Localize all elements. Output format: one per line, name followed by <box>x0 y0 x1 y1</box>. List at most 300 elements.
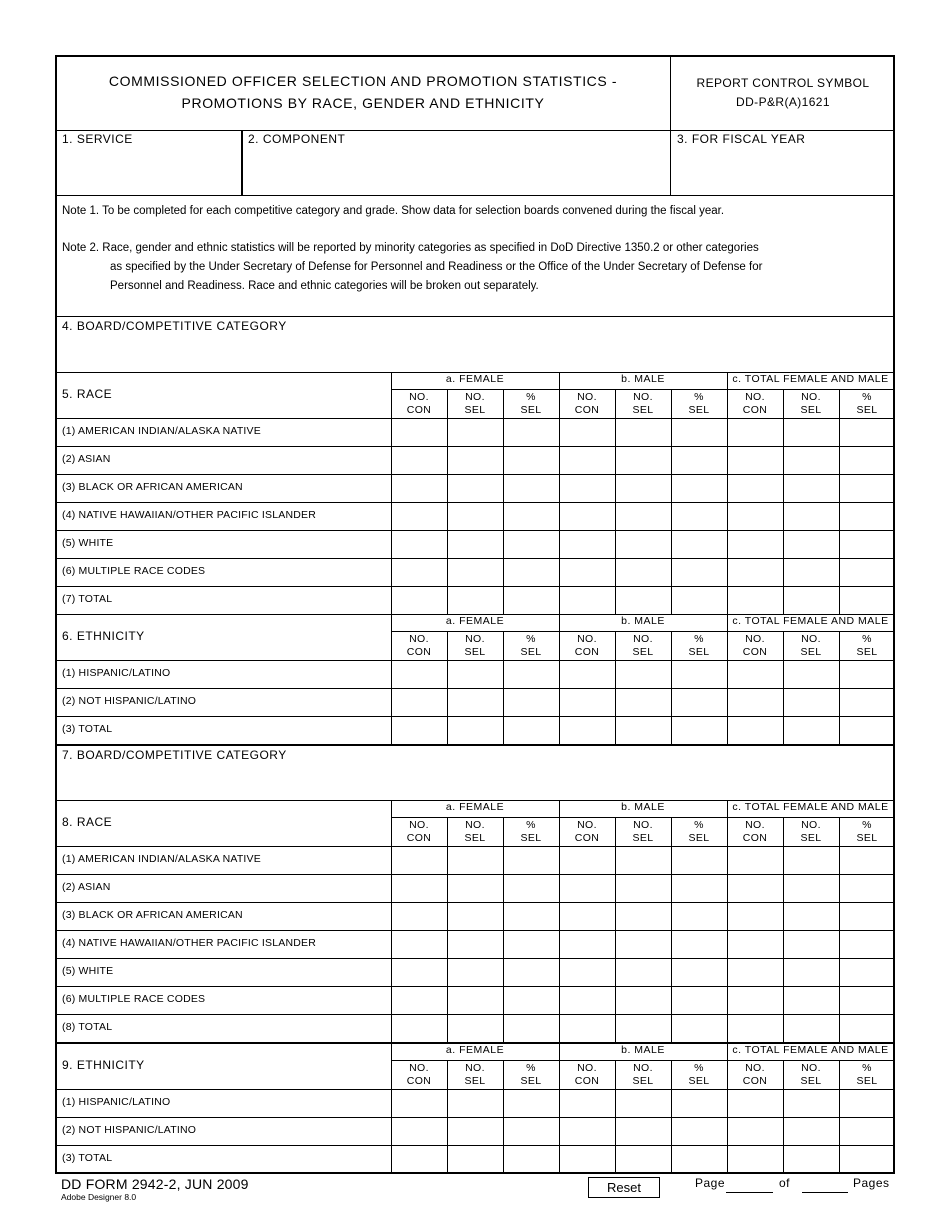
s6-data-cell[interactable] <box>784 717 839 744</box>
subheader-bottom: SEL <box>520 831 542 844</box>
s5-data-cell[interactable] <box>448 475 503 502</box>
page-total-field[interactable] <box>802 1192 848 1193</box>
s8-row-label: (1) AMERICAN INDIAN/ALASKA NATIVE <box>62 853 261 865</box>
s5-data-cell[interactable] <box>504 587 559 614</box>
subheader-top: % <box>862 819 872 831</box>
s8-data-cell[interactable] <box>672 875 727 902</box>
s6-data-cell[interactable] <box>616 661 671 688</box>
page-number-field[interactable] <box>726 1192 773 1193</box>
s5-data-cell[interactable] <box>448 559 503 586</box>
subheader-top: % <box>862 1062 872 1074</box>
s5-data-cell[interactable] <box>448 503 503 530</box>
subheader-top: NO. <box>577 819 597 831</box>
subheader-bottom: SEL <box>632 403 654 416</box>
subheader-bottom: CON <box>406 831 432 844</box>
s8-data-cell[interactable] <box>840 931 894 958</box>
s7-board-category-field[interactable] <box>58 765 892 798</box>
s8-subheader <box>783 819 839 844</box>
s5-data-cell[interactable] <box>560 531 615 558</box>
s9-data-cell[interactable] <box>616 1118 671 1145</box>
s8-data-cell[interactable] <box>504 847 559 874</box>
s6-data-cell[interactable] <box>728 661 783 688</box>
s8-data-cell[interactable] <box>504 931 559 958</box>
s5-data-cell[interactable] <box>392 531 447 558</box>
s9-group-1: b. MALE <box>621 1044 665 1056</box>
s5-data-cell[interactable] <box>560 447 615 474</box>
subheader-bottom: SEL <box>688 1074 710 1087</box>
service-field[interactable] <box>57 150 241 194</box>
s9-data-cell[interactable] <box>784 1118 839 1145</box>
header-divider <box>670 56 671 196</box>
s6-data-cell[interactable] <box>840 689 894 716</box>
s8-row-label: (3) BLACK OR AFRICAN AMERICAN <box>62 909 243 921</box>
subheader-bottom: SEL <box>632 1074 654 1087</box>
s8-data-cell[interactable] <box>728 987 783 1014</box>
s8-data-cell[interactable] <box>560 959 615 986</box>
s8-subheader <box>839 819 895 844</box>
s8-data-cell[interactable] <box>448 903 503 930</box>
s5-subheader <box>391 391 447 416</box>
s6-data-cell[interactable] <box>728 717 783 744</box>
s5-data-cell[interactable] <box>392 587 447 614</box>
subheader-top: % <box>694 391 704 403</box>
s8-data-cell[interactable] <box>560 1015 615 1042</box>
s8-data-cell[interactable] <box>784 1015 839 1042</box>
s6-data-cell[interactable] <box>840 661 894 688</box>
s5-data-cell[interactable] <box>728 531 783 558</box>
s5-data-cell[interactable] <box>784 503 839 530</box>
s5-data-cell[interactable] <box>672 559 727 586</box>
s9-subheader <box>839 1062 895 1087</box>
s6-data-cell[interactable] <box>672 717 727 744</box>
s8-data-cell[interactable] <box>448 931 503 958</box>
subheader-top: NO. <box>633 391 653 403</box>
s5-data-cell[interactable] <box>840 559 894 586</box>
subheader-top: NO. <box>577 1062 597 1074</box>
s5-data-cell[interactable] <box>448 531 503 558</box>
s5-data-cell[interactable] <box>840 587 894 614</box>
s5-data-cell[interactable] <box>448 587 503 614</box>
s5-data-cell[interactable] <box>504 559 559 586</box>
s5-data-cell[interactable] <box>784 475 839 502</box>
s8-data-cell[interactable] <box>728 903 783 930</box>
s5-group-rule <box>391 389 894 390</box>
s8-data-cell[interactable] <box>672 959 727 986</box>
s9-data-cell[interactable] <box>560 1146 615 1173</box>
subheader-top: % <box>526 819 536 831</box>
subheader-top: % <box>862 633 872 645</box>
s9-data-cell[interactable] <box>840 1118 894 1145</box>
s5-group-0: a. FEMALE <box>445 373 505 385</box>
s8-group-2: c. TOTAL FEMALE AND MALE <box>732 801 889 813</box>
s5-row-label: (3) BLACK OR AFRICAN AMERICAN <box>62 481 243 493</box>
s6-data-cell[interactable] <box>784 661 839 688</box>
s8-data-cell[interactable] <box>672 931 727 958</box>
s6-data-cell[interactable] <box>672 661 727 688</box>
subheader-bottom: SEL <box>464 831 486 844</box>
s9-group-2: c. TOTAL FEMALE AND MALE <box>732 1044 889 1056</box>
s5-data-cell[interactable] <box>616 559 671 586</box>
s7-label: 7. BOARD/COMPETITIVE CATEGORY <box>62 748 287 762</box>
s5-group-2: c. TOTAL FEMALE AND MALE <box>732 373 889 385</box>
s6-data-cell[interactable] <box>504 661 559 688</box>
s4-label: 4. BOARD/COMPETITIVE CATEGORY <box>62 319 287 333</box>
s5-row-label: (5) WHITE <box>62 537 114 549</box>
s9-data-cell[interactable] <box>560 1118 615 1145</box>
s8-subheader <box>615 819 671 844</box>
s9-subheader <box>447 1062 503 1087</box>
s5-data-cell[interactable] <box>728 419 783 446</box>
s9-data-cell[interactable] <box>392 1146 447 1173</box>
s9-data-cell[interactable] <box>672 1090 727 1117</box>
s8-data-cell[interactable] <box>616 847 671 874</box>
s6-data-cell[interactable] <box>448 717 503 744</box>
s8-group-0: a. FEMALE <box>445 801 505 813</box>
s5-row-label: (7) TOTAL <box>62 593 113 605</box>
reset-button[interactable]: Reset <box>588 1177 660 1198</box>
subheader-bottom: SEL <box>688 403 710 416</box>
subheader-top: NO. <box>745 1062 765 1074</box>
s8-data-cell[interactable] <box>616 931 671 958</box>
s9-data-cell[interactable] <box>448 1146 503 1173</box>
s5-data-cell[interactable] <box>504 503 559 530</box>
s5-data-cell[interactable] <box>728 587 783 614</box>
s6-row-label: (1) HISPANIC/LATINO <box>62 667 171 679</box>
s5-subheader <box>503 391 559 416</box>
s8-data-cell[interactable] <box>672 903 727 930</box>
fiscal-year-label: 3. FOR FISCAL YEAR <box>677 132 806 146</box>
s6-data-cell[interactable] <box>840 717 894 744</box>
s9-data-cell[interactable] <box>728 1118 783 1145</box>
s9-data-cell[interactable] <box>392 1090 447 1117</box>
s5-data-cell[interactable] <box>448 419 503 446</box>
s8-data-cell[interactable] <box>728 847 783 874</box>
s8-data-cell[interactable] <box>392 903 447 930</box>
s8-label: 8. RACE <box>62 815 113 829</box>
s8-data-cell[interactable] <box>560 931 615 958</box>
subheader-top: NO. <box>409 819 429 831</box>
s8-data-cell[interactable] <box>784 931 839 958</box>
s8-data-cell[interactable] <box>448 959 503 986</box>
s8-data-cell[interactable] <box>392 847 447 874</box>
s9-data-cell[interactable] <box>728 1090 783 1117</box>
of-label: of <box>779 1176 791 1190</box>
s8-data-cell[interactable] <box>560 875 615 902</box>
s8-group-1: b. MALE <box>621 801 665 813</box>
s8-data-cell[interactable] <box>448 847 503 874</box>
s5-data-cell[interactable] <box>784 587 839 614</box>
s8-row-label: (4) NATIVE HAWAIIAN/OTHER PACIFIC ISLANDER <box>62 937 317 949</box>
s8-data-cell[interactable] <box>448 1015 503 1042</box>
subheader-top: NO. <box>465 633 485 645</box>
s9-group-rule <box>391 1060 894 1061</box>
s8-data-cell[interactable] <box>392 959 447 986</box>
subheader-bottom: CON <box>574 831 600 844</box>
subheader-bottom: SEL <box>632 831 654 844</box>
s6-data-cell[interactable] <box>616 689 671 716</box>
s6-data-cell[interactable] <box>560 661 615 688</box>
s6-data-cell[interactable] <box>448 689 503 716</box>
s6-data-cell[interactable] <box>392 661 447 688</box>
subheader-bottom: SEL <box>800 831 822 844</box>
s5-data-cell[interactable] <box>840 531 894 558</box>
subheader-bottom: CON <box>574 645 600 658</box>
s8-group-rule <box>391 817 894 818</box>
s8-data-cell[interactable] <box>616 903 671 930</box>
s6-data-cell[interactable] <box>616 717 671 744</box>
s8-data-cell[interactable] <box>392 931 447 958</box>
s9-data-cell[interactable] <box>784 1146 839 1173</box>
subheader-top: NO. <box>801 633 821 645</box>
s5-data-cell[interactable] <box>504 475 559 502</box>
s9-data-cell[interactable] <box>616 1090 671 1117</box>
s8-data-cell[interactable] <box>672 847 727 874</box>
s8-data-cell[interactable] <box>728 1015 783 1042</box>
s5-data-cell[interactable] <box>840 447 894 474</box>
component-field[interactable] <box>244 150 669 194</box>
s8-data-cell[interactable] <box>728 875 783 902</box>
s6-subheader <box>615 633 671 658</box>
s9-subheader <box>615 1062 671 1087</box>
s5-data-cell[interactable] <box>504 531 559 558</box>
s6-subheader <box>783 633 839 658</box>
subheader-bottom: CON <box>574 1074 600 1087</box>
s9-data-cell[interactable] <box>448 1118 503 1145</box>
s9-subheader <box>727 1062 783 1087</box>
s5-data-cell[interactable] <box>560 419 615 446</box>
s8-data-cell[interactable] <box>840 987 894 1014</box>
s9-data-cell[interactable] <box>392 1118 447 1145</box>
subheader-bottom: SEL <box>464 645 486 658</box>
subheader-bottom: SEL <box>520 403 542 416</box>
subheader-top: NO. <box>465 1062 485 1074</box>
s5-data-cell[interactable] <box>672 531 727 558</box>
s9-data-cell[interactable] <box>504 1090 559 1117</box>
s8-data-cell[interactable] <box>840 875 894 902</box>
s9-subheader <box>671 1062 727 1087</box>
s5-data-cell[interactable] <box>616 419 671 446</box>
s8-data-cell[interactable] <box>392 987 447 1014</box>
s6-data-cell[interactable] <box>504 717 559 744</box>
s8-data-cell[interactable] <box>392 875 447 902</box>
s5-data-cell[interactable] <box>672 503 727 530</box>
s8-data-cell[interactable] <box>560 847 615 874</box>
s6-group-0: a. FEMALE <box>445 615 505 627</box>
subheader-top: % <box>694 633 704 645</box>
subheader-bottom: CON <box>742 645 768 658</box>
subheader-top: % <box>526 391 536 403</box>
fields-bottom-rule <box>56 195 894 196</box>
s8-data-cell[interactable] <box>840 903 894 930</box>
form-title <box>57 70 669 114</box>
s5-data-cell[interactable] <box>672 475 727 502</box>
subheader-bottom: SEL <box>856 831 878 844</box>
s5-data-cell[interactable] <box>672 419 727 446</box>
s5-data-cell[interactable] <box>616 447 671 474</box>
s6-data-cell[interactable] <box>448 661 503 688</box>
s8-data-cell[interactable] <box>672 987 727 1014</box>
s8-data-cell[interactable] <box>504 987 559 1014</box>
s9-subheader <box>503 1062 559 1087</box>
s5-data-cell[interactable] <box>392 475 447 502</box>
s8-data-cell[interactable] <box>504 1015 559 1042</box>
s9-data-cell[interactable] <box>448 1090 503 1117</box>
s5-data-cell[interactable] <box>728 559 783 586</box>
s6-subheader <box>671 633 727 658</box>
report-control-symbol <box>672 74 894 112</box>
s9-subheader <box>783 1062 839 1087</box>
s5-data-cell[interactable] <box>728 503 783 530</box>
s8-data-cell[interactable] <box>448 987 503 1014</box>
s5-data-cell[interactable] <box>392 447 447 474</box>
s8-data-cell[interactable] <box>616 987 671 1014</box>
s5-data-cell[interactable] <box>840 419 894 446</box>
s5-data-cell[interactable] <box>672 587 727 614</box>
s8-data-cell[interactable] <box>728 931 783 958</box>
s5-subheader <box>839 391 895 416</box>
note-1: Note 1. To be completed for each competitive category and grade. Show data for selection boards convened during the fiscal year. <box>62 205 725 217</box>
s9-data-cell[interactable] <box>840 1146 894 1173</box>
s4-board-category-field[interactable] <box>58 336 892 370</box>
notes-bottom-rule <box>56 316 894 317</box>
s8-data-cell[interactable] <box>784 959 839 986</box>
pages-label: Pages <box>853 1176 890 1190</box>
s5-data-cell[interactable] <box>616 503 671 530</box>
s6-data-cell[interactable] <box>728 689 783 716</box>
s5-data-cell[interactable] <box>784 447 839 474</box>
s6-data-cell[interactable] <box>560 717 615 744</box>
note-2-line3: Personnel and Readiness. Race and ethnic categories will be broken out separately. <box>110 280 539 292</box>
s8-data-cell[interactable] <box>840 1015 894 1042</box>
s6-subheader <box>559 633 615 658</box>
s6-group-2: c. TOTAL FEMALE AND MALE <box>732 615 889 627</box>
s5-data-cell[interactable] <box>672 447 727 474</box>
s9-row-label: (2) NOT HISPANIC/LATINO <box>62 1124 197 1136</box>
s5-data-cell[interactable] <box>504 419 559 446</box>
s8-data-cell[interactable] <box>840 847 894 874</box>
s6-label: 6. ETHNICITY <box>62 629 145 643</box>
s9-subheader <box>391 1062 447 1087</box>
s8-data-cell[interactable] <box>560 903 615 930</box>
subheader-bottom: SEL <box>800 403 822 416</box>
s8-data-cell[interactable] <box>616 1015 671 1042</box>
s6-data-cell[interactable] <box>392 689 447 716</box>
subheader-bottom: CON <box>742 1074 768 1087</box>
s5-data-cell[interactable] <box>840 475 894 502</box>
s5-data-cell[interactable] <box>560 587 615 614</box>
s5-subheader <box>447 391 503 416</box>
s8-data-cell[interactable] <box>728 959 783 986</box>
subheader-bottom: CON <box>406 645 432 658</box>
s9-data-cell[interactable] <box>560 1090 615 1117</box>
s9-data-cell[interactable] <box>504 1146 559 1173</box>
s5-data-cell[interactable] <box>560 503 615 530</box>
s9-data-cell[interactable] <box>840 1090 894 1117</box>
s8-data-cell[interactable] <box>672 1015 727 1042</box>
s8-data-cell[interactable] <box>784 847 839 874</box>
subheader-top: NO. <box>745 391 765 403</box>
s6-data-cell[interactable] <box>560 689 615 716</box>
subheader-top: NO. <box>409 1062 429 1074</box>
note-2-line2: as specified by the Under Secretary of Defense for Personnel and Readiness or the Office of the Under Secretary of Defense for <box>110 261 763 273</box>
s8-row-label: (5) WHITE <box>62 965 114 977</box>
s8-data-cell[interactable] <box>448 875 503 902</box>
s9-data-cell[interactable] <box>672 1118 727 1145</box>
s6-data-cell[interactable] <box>784 689 839 716</box>
s5-subheader <box>615 391 671 416</box>
s9-data-cell[interactable] <box>504 1118 559 1145</box>
fiscal-year-field[interactable] <box>672 150 893 194</box>
subheader-top: NO. <box>465 391 485 403</box>
s6-data-cell[interactable] <box>672 689 727 716</box>
s8-data-cell[interactable] <box>616 875 671 902</box>
s8-data-cell[interactable] <box>504 959 559 986</box>
s8-data-cell[interactable] <box>616 959 671 986</box>
subheader-bottom: SEL <box>856 1074 878 1087</box>
s5-data-cell[interactable] <box>728 475 783 502</box>
s5-data-cell[interactable] <box>504 447 559 474</box>
s9-group-0: a. FEMALE <box>445 1044 505 1056</box>
subheader-bottom: SEL <box>800 645 822 658</box>
s5-data-cell[interactable] <box>784 559 839 586</box>
s6-group-rule <box>391 631 894 632</box>
s6-row-label: (2) NOT HISPANIC/LATINO <box>62 695 197 707</box>
s5-data-cell[interactable] <box>616 587 671 614</box>
s6-data-cell[interactable] <box>504 689 559 716</box>
s6-group-1: b. MALE <box>621 615 665 627</box>
service-label: 1. SERVICE <box>62 132 133 146</box>
subheader-bottom: CON <box>742 403 768 416</box>
s8-data-cell[interactable] <box>784 875 839 902</box>
s9-data-cell[interactable] <box>616 1146 671 1173</box>
s5-data-cell[interactable] <box>392 503 447 530</box>
s5-data-cell[interactable] <box>728 447 783 474</box>
subheader-bottom: CON <box>406 1074 432 1087</box>
s6-subheader <box>447 633 503 658</box>
s9-data-cell[interactable] <box>784 1090 839 1117</box>
s6-data-cell[interactable] <box>392 717 447 744</box>
subheader-top: NO. <box>633 819 653 831</box>
s5-data-cell[interactable] <box>448 447 503 474</box>
s8-data-cell[interactable] <box>392 1015 447 1042</box>
s9-data-cell[interactable] <box>728 1146 783 1173</box>
s8-row-label: (2) ASIAN <box>62 881 111 893</box>
subheader-top: NO. <box>577 391 597 403</box>
s5-data-cell[interactable] <box>616 531 671 558</box>
s9-data-cell[interactable] <box>672 1146 727 1173</box>
s8-data-cell[interactable] <box>784 987 839 1014</box>
s8-data-cell[interactable] <box>840 959 894 986</box>
subheader-bottom: SEL <box>464 1074 486 1087</box>
s8-data-cell[interactable] <box>504 875 559 902</box>
s5-data-cell[interactable] <box>560 475 615 502</box>
subheader-top: % <box>526 633 536 645</box>
s5-data-cell[interactable] <box>392 559 447 586</box>
s5-data-cell[interactable] <box>560 559 615 586</box>
s5-data-cell[interactable] <box>392 419 447 446</box>
s5-data-cell[interactable] <box>784 531 839 558</box>
s8-subheader <box>727 819 783 844</box>
s5-data-cell[interactable] <box>784 419 839 446</box>
s8-data-cell[interactable] <box>504 903 559 930</box>
s5-data-cell[interactable] <box>616 475 671 502</box>
subheader-top: NO. <box>633 1062 653 1074</box>
s8-data-cell[interactable] <box>560 987 615 1014</box>
s8-data-cell[interactable] <box>784 903 839 930</box>
s5-subheader <box>671 391 727 416</box>
s5-data-cell[interactable] <box>840 503 894 530</box>
s6-subheader <box>727 633 783 658</box>
